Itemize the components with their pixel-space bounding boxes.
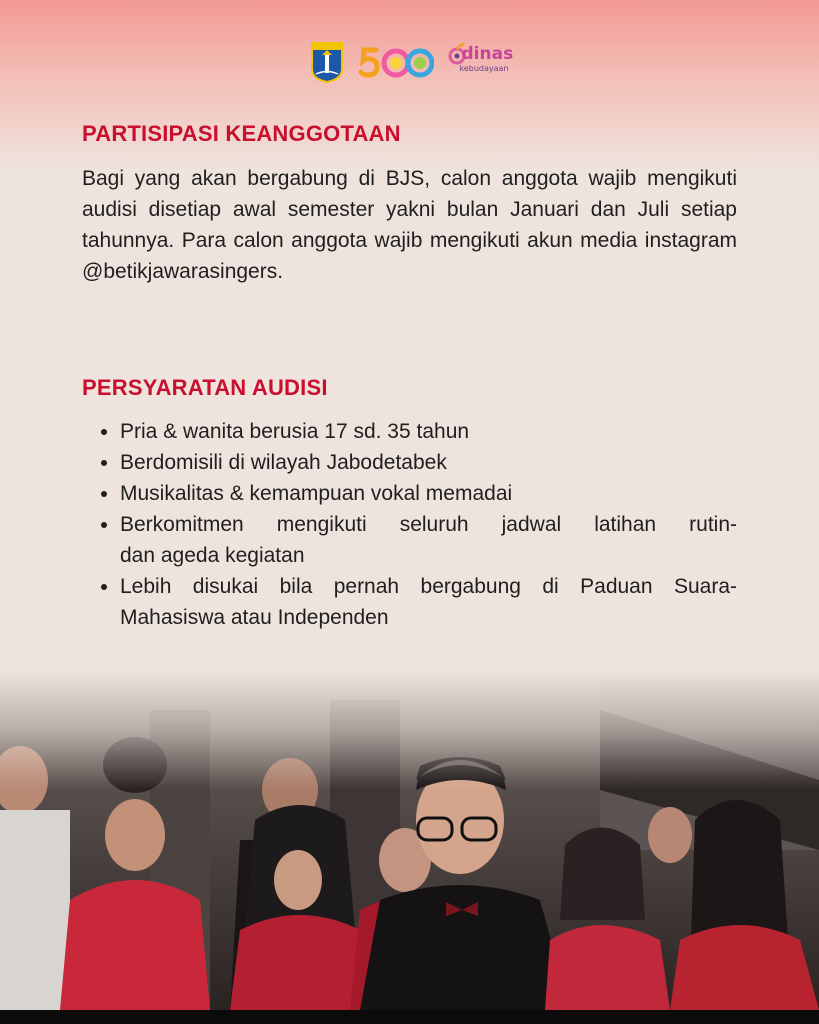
list-item-text: Lebih disukai bila pernah bergabung di Paduan Suara- <box>120 575 737 598</box>
bullet-icon <box>101 429 107 435</box>
membership-title: PARTISIPASI KEANGGOTAAN <box>82 121 401 146</box>
list-item <box>82 571 737 633</box>
bullet-icon <box>101 584 107 590</box>
bullet-icon <box>101 460 107 466</box>
choir-photo <box>0 670 819 1010</box>
list-item <box>82 478 737 509</box>
requirements-title: PERSYARATAN AUDISI <box>82 375 328 400</box>
list-item-text: Berkomitmen mengikuti seluruh jadwal latihan rutin- <box>120 513 737 536</box>
list-item <box>82 447 737 478</box>
jakarta-crest-logo <box>310 41 344 83</box>
bullet-icon <box>101 491 107 497</box>
dinas-word: dinas <box>461 44 514 64</box>
list-item-text-continued: dan ageda kegiatan <box>120 544 305 567</box>
bullet-icon <box>101 522 107 528</box>
list-item <box>82 509 737 571</box>
dinas-kebudayaan-logo <box>448 40 514 84</box>
list-item-text: Musikalitas & kemampuan vokal memadai <box>120 482 513 505</box>
list-item <box>82 416 737 447</box>
logo-row <box>0 40 819 84</box>
requirements-list <box>82 416 737 633</box>
list-item-text-continued: Mahasiswa atau Independen <box>120 606 389 629</box>
list-item-text: Pria & wanita berusia 17 sd. 35 tahun <box>120 420 470 443</box>
bottom-bar <box>0 1010 819 1024</box>
membership-body: Bagi yang akan bergabung di BJS, calon anggota wajib mengikuti audisi disetiap awal semester yakni bulan Januari dan Juli setiap tahunnya. Para calon anggota wajib mengikuti akun media instagram @betikjawarasingers. <box>82 167 737 283</box>
list-item-text: Berdomisili di wilayah Jabodetabek <box>120 451 447 474</box>
jakarta-500-logo <box>358 44 434 80</box>
dinas-subtitle: kebudayaan <box>459 64 509 73</box>
